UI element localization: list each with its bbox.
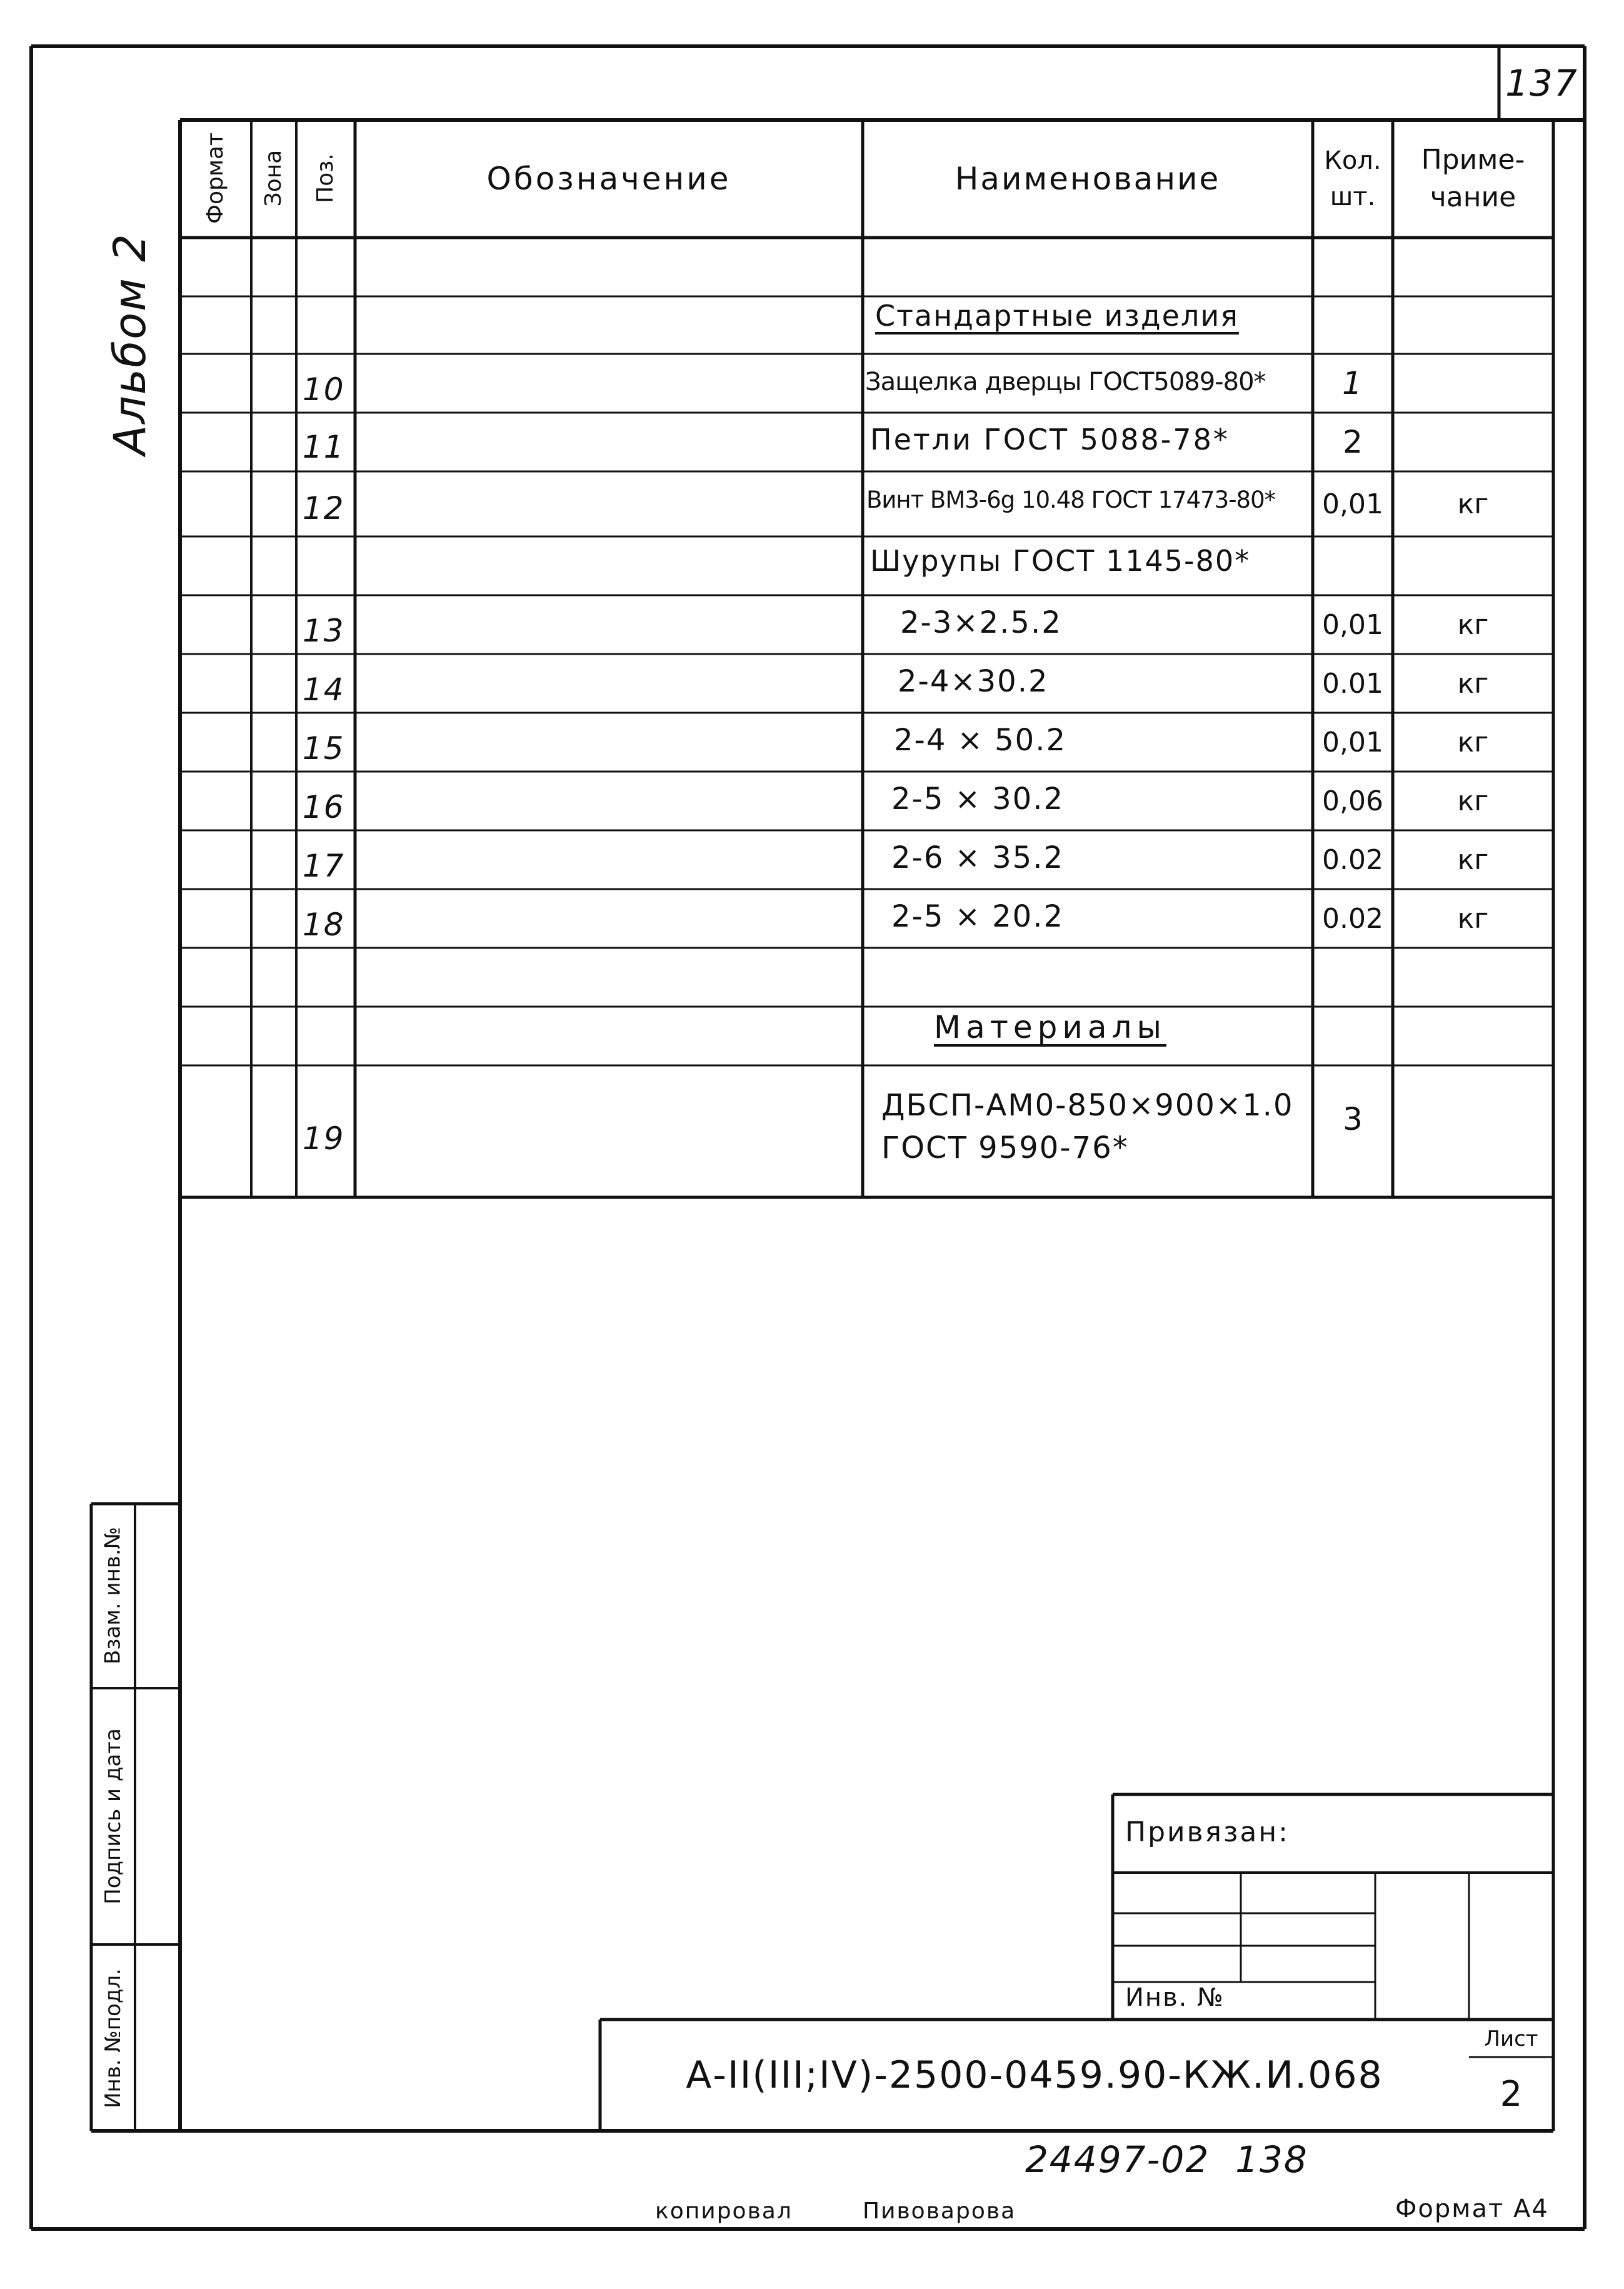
header-zone: Зона (261, 149, 286, 207)
footer-copied-label: копировал (655, 2198, 793, 2224)
row-pos-11: 11 (303, 429, 345, 465)
privyazan-label: Привязан: (1125, 1816, 1290, 1848)
row-qty-16: 0,06 (1322, 785, 1383, 817)
row-note-14: кг (1457, 667, 1489, 700)
header-qty: Кол. шт. (1324, 146, 1381, 211)
row-pos-15: 15 (303, 730, 345, 767)
row-pos-17: 17 (303, 848, 345, 884)
row-name-19-line2: ГОСТ 9590-76* (881, 1130, 1129, 1165)
row-qty-18: 0.02 (1322, 902, 1383, 935)
side-stamp-inv-podl: Инв. №подл. (101, 1968, 126, 2108)
row-pos-19: 19 (303, 1120, 345, 1157)
footer-format: Формат А4 (1395, 2195, 1549, 2223)
row-name-18: 2-5 × 20.2 (891, 899, 1065, 934)
row-note-18: кг (1457, 902, 1489, 935)
privyazan-inv-label: Инв. № (1125, 1983, 1225, 2012)
handwritten-archive-number: 24497-02 138 (1025, 2138, 1308, 2181)
row-name-12: Винт ВМ3-6g 10.48 ГОСТ 17473-80* (866, 486, 1276, 513)
header-pos: Поз. (313, 153, 338, 203)
side-stamp-podpis-data: Подпись и дата (101, 1728, 126, 1904)
sheet-label: Лист (1484, 2026, 1538, 2051)
row-name-14: 2-4×30.2 (898, 664, 1049, 699)
header-format: Формат (203, 132, 228, 224)
row-pos-16: 16 (303, 789, 345, 825)
row-pos-13: 13 (303, 613, 345, 649)
footer-copied-name: Пивоварова (863, 2198, 1016, 2224)
row-note-16: кг (1457, 785, 1489, 817)
row-name-17: 2-6 × 35.2 (891, 840, 1065, 875)
row-name-11: Петли ГОСТ 5088-78* (870, 423, 1230, 456)
row-pos-14: 14 (303, 672, 345, 708)
row-note-17: кг (1457, 843, 1489, 876)
sheet-number: 2 (1500, 2073, 1523, 2115)
document-code: А-II(III;IV)-2500-0459.90-КЖ.И.068 (686, 2053, 1383, 2097)
row-pos-12: 12 (303, 490, 345, 526)
row-qty-11: 2 (1343, 424, 1363, 460)
side-stamp-vzam-inv: Взам. инв.№ (100, 1526, 126, 1665)
row-qty-14: 0.01 (1322, 667, 1383, 700)
header-designation: Обозначение (486, 161, 731, 197)
row-name-screws: Шурупы ГОСТ 1145-80* (870, 544, 1251, 578)
row-note-13: кг (1457, 608, 1489, 641)
row-note-15: кг (1457, 726, 1489, 758)
section-standard-items: Стандартные изделия (875, 299, 1239, 333)
row-qty-12: 0,01 (1322, 488, 1383, 520)
row-pos-18: 18 (303, 907, 345, 943)
row-qty-15: 0,01 (1322, 726, 1383, 758)
row-pos-10: 10 (303, 371, 345, 408)
row-qty-17: 0.02 (1322, 843, 1383, 876)
section-materials: Материалы (934, 1009, 1166, 1045)
row-name-10: Защелка дверцы ГОСТ5089-80* (865, 368, 1266, 396)
row-name-19-line1: ДБСП-АМ0-850×900×1.0 (881, 1088, 1294, 1123)
row-qty-10: 1 (1342, 365, 1363, 401)
row-name-13: 2-3×2.5.2 (900, 605, 1062, 640)
row-note-12: кг (1457, 488, 1489, 520)
header-note: Приме- чание (1421, 144, 1525, 213)
album-label: Альбом 2 (104, 233, 156, 455)
sheet-corner-number: 137 (1505, 62, 1578, 104)
row-name-15: 2-4 × 50.2 (894, 723, 1067, 758)
row-qty-19: 3 (1343, 1101, 1363, 1137)
row-qty-13: 0,01 (1322, 608, 1383, 641)
header-name: Наименование (955, 161, 1221, 197)
row-name-16: 2-5 × 30.2 (891, 782, 1065, 817)
